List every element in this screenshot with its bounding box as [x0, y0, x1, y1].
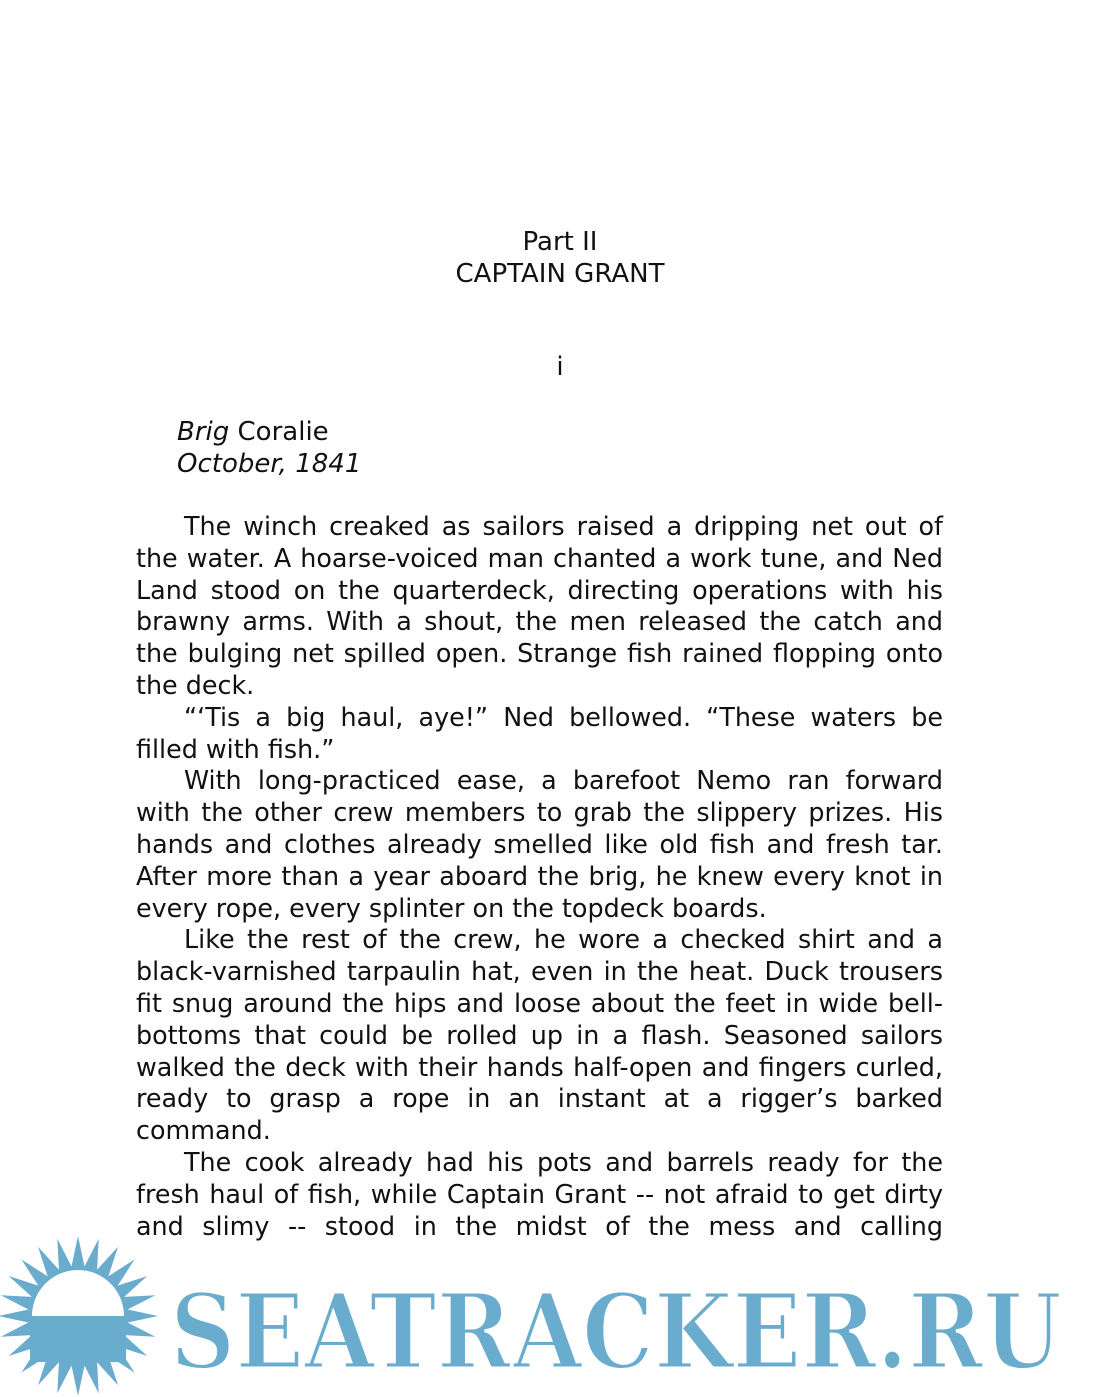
- paragraph: Like the rest of the crew, he wore a checked shirt and a black-varnished tarpaulin hat, even in the heat. Duck trousers fit snug around the hips and loose about the feet in wide bell-bottoms that could be rolled up in a flash. Seasoned sailors walked the deck with their hands half-open and fingers curled, ready to grasp a rope in an instant at a rigger’s barked command.: [136, 924, 943, 1146]
- watermark: [0, 1236, 1080, 1396]
- paragraph: The cook already had his pots and barrels ready for the fresh haul of fish, while Captain Grant -- not afraid to get dirty and slimy -- stood in the midst of the mess and calling: [136, 1146, 943, 1241]
- paragraph: “‘Tis a big haul, aye!” Ned bellowed. “These waters be filled with fish.”: [136, 701, 943, 764]
- vessel-type: Brig: [177, 417, 230, 447]
- dateline-vessel: [177, 416, 329, 448]
- dateline-date: October, 1841: [177, 449, 362, 479]
- paragraph: The winch creaked as sailors raised a dripping net out of the water. A hoarse-voiced man chanted a work tune, and Ned Land stood on the quarterdeck, directing operations with his brawny arms. With a shout, the men released the catch and the bulging net spilled open. Strange fish rained flopping onto the deck.: [136, 511, 943, 700]
- paragraph: With long-practiced ease, a barefoot Nemo ran forward with the other crew members to grab the slippery prizes. His hands and clothes already smelled like old fish and fresh tar. After more than a year aboard the brig, he knew every knot in every rope, every splinter on the topdeck boards.: [136, 765, 943, 923]
- chapter-body: [136, 511, 943, 1242]
- chapter-number: i: [556, 352, 564, 382]
- sun-over-sea-icon: [0, 1236, 158, 1396]
- part-title: CAPTAIN GRANT: [455, 259, 665, 289]
- part-label: Part II: [522, 227, 598, 257]
- watermark-text: SEATRACKER.RU: [170, 1270, 1062, 1393]
- vessel-name: Coralie: [237, 417, 329, 447]
